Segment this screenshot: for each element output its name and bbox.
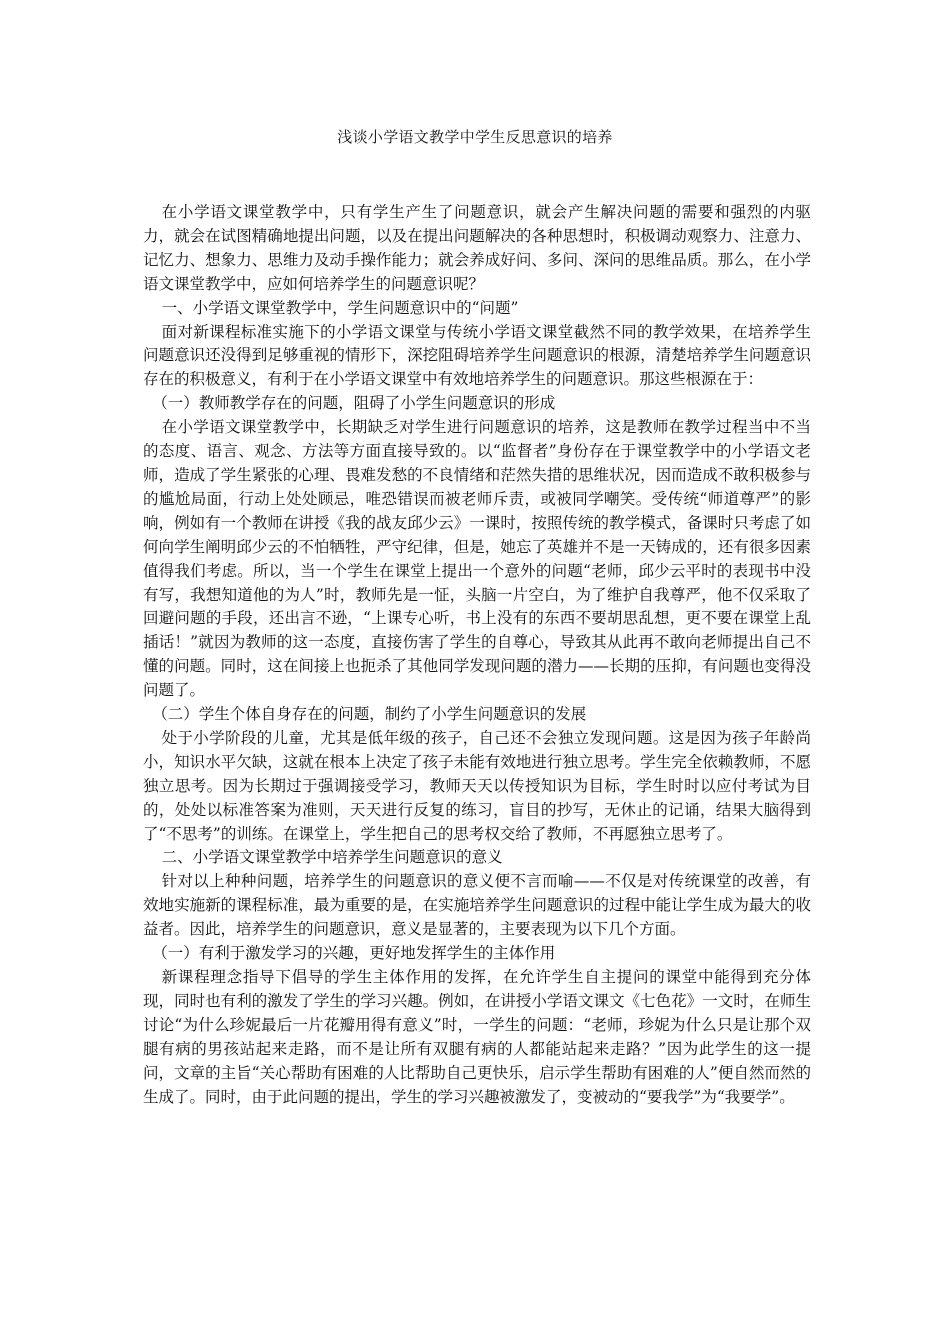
document-body — [143, 201, 811, 1109]
subsection-heading-1-1: （一）教师教学存在的问题，阻碍了小学生问题意识的形成 — [152, 394, 556, 413]
subsection-heading-2-1: （一）有利于激发学习的兴趣，更好地发挥学生的主体作用 — [152, 944, 556, 963]
paragraph-teacher-problems: 在小学语文课堂教学中，长期缺乏对学生进行问题意识的培养，这是教师在教学过程当中不当的态度、语言、观念、方法等方面直接导致的。以“监督者”身份存在于课堂教学中的小学语文老师，造成了学生紧张的心理、畏难发愁的不良情绪和茫然失措的思维状况，因而造成不敢积极参与的尴尬局面，行动上处处顾忌，唯恐错误而被老师斥责，或被同学嘲笑。受传统“师道尊严”的影响，例如有一个教师在讲授《我的战友邱少云》一课时，按照传统的教学模式，备课时只考虑了如何向学生阐明邱少云的不怕牺牲，严守纪律，但是，她忘了英雄并不是一天铸成的，还有很多因素值得我们考虑。所以，当一个学生在课堂上提出一个意外的问题“老师，邱少云平时的表现书中没有写，我想知道他的为人”时，教师先是一怔，头脑一片空白，为了维护自我尊严，他不仅采取了回避问题的手段，还出言不逊，“上课专心听，书上没有的东西不要胡思乱想，更不要在课堂上乱插话！”就因为教师的这一态度，直接伤害了学生的自尊心，导致其从此再不敢向老师提出自己不懂的问题。同时，这在间接上也扼杀了其他同学发现问题的潜力——长期的压抑，有问题也变得没问题了。 — [143, 418, 811, 700]
paragraph-section1-intro: 面对新课程标准实施下的小学语文课堂与传统小学语文课堂截然不同的教学效果，在培养学生问题意识还没得到足够重视的情形下，深挖阻碍培养学生问题意识的根源，清楚培养学生问题意识存在的积极意义，有利于在小学语文课堂中有效地培养学生的问题意识。那这些根源在于： — [143, 322, 811, 389]
paragraph-interest: 新课程理念指导下倡导的学生主体作用的发挥，在允许学生自主提问的课堂中能得到充分体现，同时也有利的激发了学生的学习兴趣。例如，在讲授小学语文课文《七色花》一文时，在师生讨论“为什么珍妮最后一片花瓣用得有意义”时，一学生的问题：“老师，珍妮为什么只是让那个双腿有病的男孩站起来走路，而不是让所有双腿有病的人都能站起来走路？”因为此学生的这一提问，文章的主旨“关心帮助有困难的人比帮助自己更快乐，启示学生帮助有困难的人”便自然而然的生成了。同时，由于此问题的提出，学生的学习兴趣被激发了，变被动的“要我学”为“我要学”。 — [143, 968, 811, 1106]
section-heading-2: 二、小学语文课堂教学中培养学生问题意识的意义 — [161, 848, 503, 867]
document-title: 浅谈小学语文教学中学生反思意识的培养 — [337, 128, 613, 146]
section-heading-1: 一、小学语文课堂教学中，学生问题意识中的“问题” — [161, 298, 519, 317]
paragraph-significance: 针对以上种种问题，培养学生的问题意识的意义便不言而喻——不仅是对传统课堂的改善，有效地实施新的课程标准，最为重要的是，在实施培养学生问题意识的过程中能让学生成为最大的收益者。因此，培养学生的问题意识，意义是显著的，主要表现为以下几个方面。 — [143, 872, 811, 939]
paragraph-intro: 在小学语文课堂教学中，只有学生产生了问题意识，就会产生解决问题的需要和强烈的内驱力，就会在试图精确地提出问题，以及在提出问题解决的各种思想时，积极调动观察力、注意力、记忆力、想象力、思维力及动手操作能力；就会养成好问、多问、深问的思维品质。那么，在小学语文课堂教学中，应如何培养学生的问题意识呢？ — [143, 203, 811, 293]
paragraph-student-problems: 处于小学阶段的儿童，尤其是低年级的孩子，自己还不会独立发现问题。这是因为孩子年龄尚小，知识水平欠缺，这就在根本上决定了孩子未能有效地进行独立思考。学生完全依赖教师，不愿独立思考。因为长期过于强调接受学习，教师天天以传授知识为目标，学生时时以应付考试为目的，处处以标准答案为准则，天天进行反复的练习，盲目的抄写，无休止的记诵，结果大脑得到了“不思考”的训练。在课堂上，学生把自己的思考权交给了教师，不再愿独立思考了。 — [143, 728, 811, 843]
subsection-heading-1-2: （二）学生个体自身存在的问题，制约了小学生问题意识的发展 — [152, 705, 587, 724]
